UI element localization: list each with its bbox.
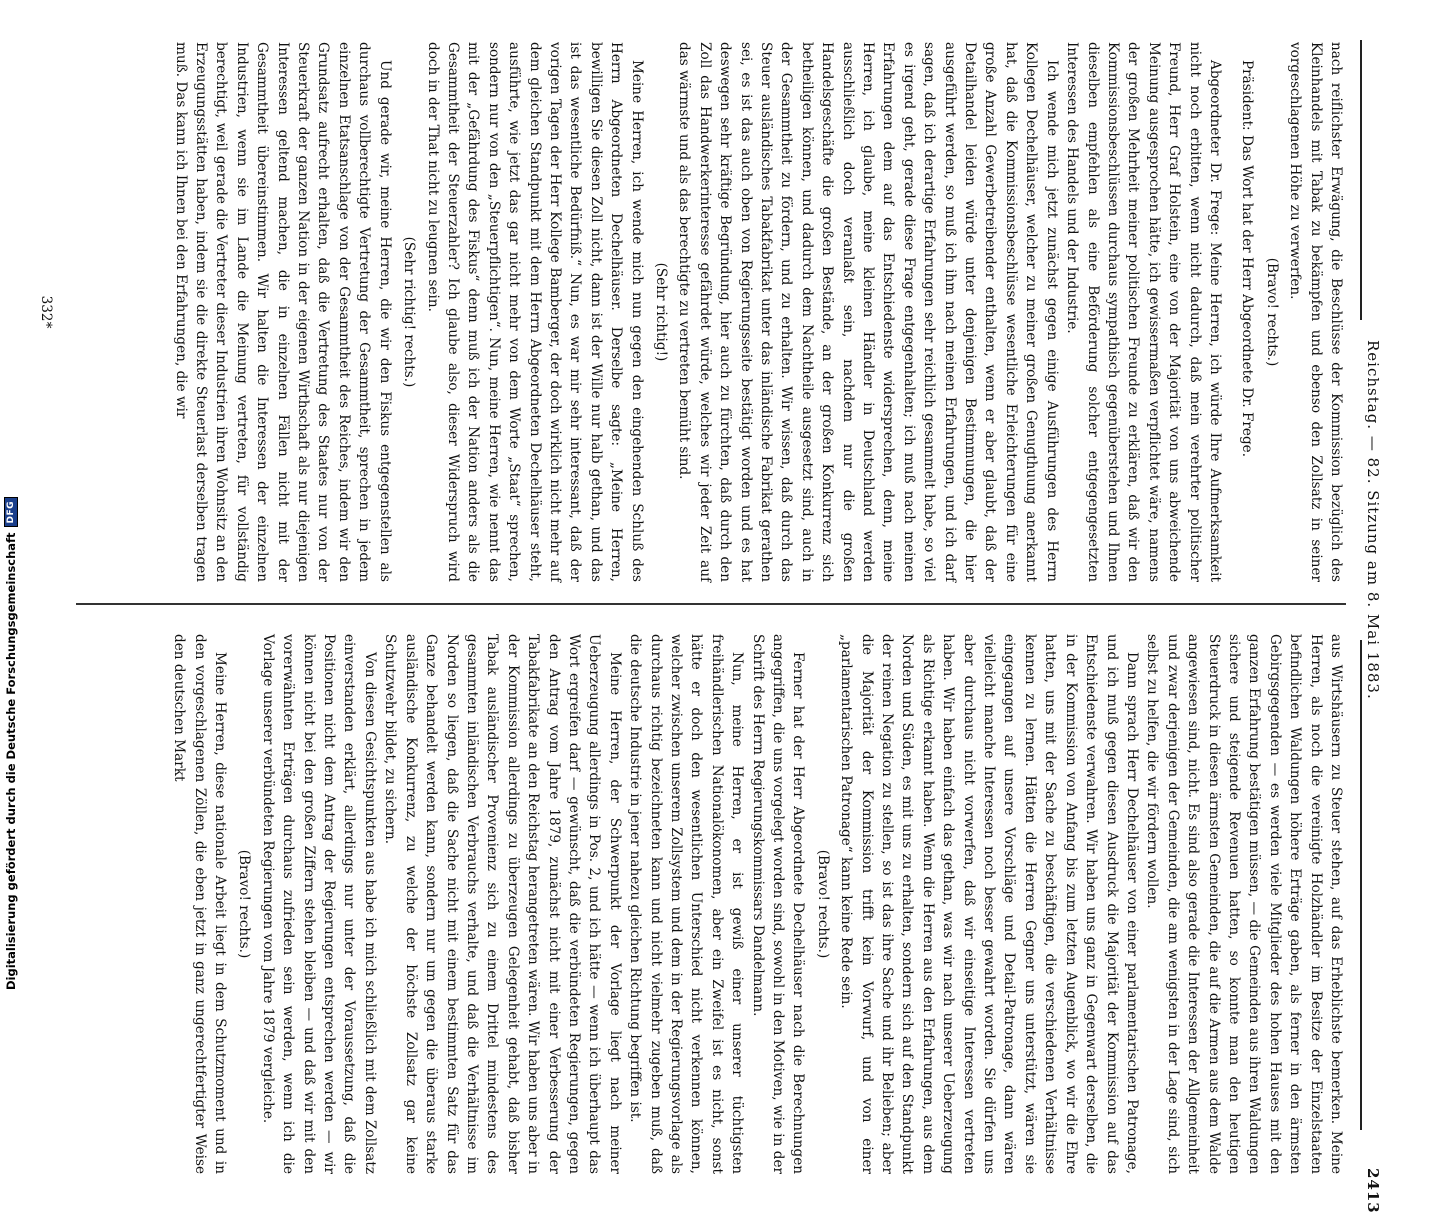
paragraph: Ich wende mich jetzt zunächst gegen einige Ausführungen des Herrn Kollegen Dechelhäuser, welcher zu meiner großen Genugthuung anerkannt hat, daß die Kommissionsbeschlüsse wesentliche Erleichterungen für eine große Anzahl Gewerbetreibender enthalten, wenn er aber glaubt, daß der Detailhandel leiden würde unter denjenigen Bestimmungen, die hier ausgeführt werden, so muß ich ihm nach meinen Erfahrungen, und ich darf sagen, daß ich derartige Erfahrungen sehr reichlich gesammelt habe, so viel es irgend geht, gerade diese Frage entgegenhalten; ich muß nach meinen Erfahrungen dem auf das Entschiedenste widersprechen, denn, meine Herren, ich glaube, meine kleinen Händler in Deutschland werden ausschließlich doch veranlaßt sein, nachdem nur die großen Handelsgeschäfte die großen Bestände, an der großen Konkurrenz sich betheiligen können, und dadurch dem Nachtheile ausgesetzt sind, auch in der Gesammtheit zu fördern, und zu erhalten. Wir wissen, daß durch das Steuer ausländisches Tabakfabrikat unter das inländische Fabrikat gerathen sei, es ist das auch oben von Regierungsseite bestätigt worden und es hat deswegen sehr kräftige Begründung, hier auch zu fürchten, daß durch den Zoll das Handwerkerinteresse gefährdet würde, welches wir jeder Zeit auf das wärmste und als das berechtigte zu vertreten bemüht sind. bbox=[676, 42, 1060, 582]
paragraph: Ferner hat der Herr Abgeordnete Dechelhäuser nach die Berechnungen angegriffen, die uns vorgelegt worden sind, sowohl in den Motiven, wie in der Schrift des Herrn Regierungskommissars Dandelmann. bbox=[749, 634, 807, 1174]
signature-mark: 332* bbox=[38, 295, 54, 329]
paragraph: Abgeordneter Dr. Frege: Meine Herren, ich würde Ihre Aufmerksamkeit nicht noch erbitten, wenn nicht dadurch, daß mein verehrter politischer Freund, Herr Graf Holstein, eine von der Majorität von uns abweichende Meinung ausgesprochen hätte, ich gewissermaßen verpflichtet wäre, namens der großen Mehrheit meiner politischen Freunde zu erklären, daß wir den Kommissionsbeschlüssen durchaus sympathisch gegenüberstehen und Ihnen dieselben empfehlen als eine Beförderung solcher entgegengesetzten Interessen des Handels und der Industrie. bbox=[1064, 42, 1223, 582]
paragraph: Meine Herren, diese nationale Arbeit liegt in dem Schutzmoment und in den vorgeschlagenen Zöllen, die eben jetzt in ganz ungerechtfertigter Weise den deutschen Markt bbox=[171, 634, 229, 1174]
running-head: Reichstag. — 82. Sitzung am 8. Mai 1883. bbox=[1364, 340, 1382, 700]
paragraph: aus Wirtshäusern zu Steuer stehen, auf das Erheblichste bemerken. Meine Herren, als noch die vereinigte Holzhändler im Besitze der Einzelstaaten befindlichen Waldungen höhere Erträge gaben, als ferner in den ärmsten Gebirgsgegenden — es werden viele Mitglieder des hohen Hauses mit den ganzen Erfahrung bestätigen müssen, — die Gemeinden aus ihren Waldungen sichere und steigende Revenuen hatten, so konnte man den heutigen Steuerdruck in diesen ärmsten Gemeinden, die auf die Armen aus dem Walde angewiesen sind, nicht. Es sind also gerade die Interessen der Allgemeinheit und zwar derjenigen der Gemeinden, die am wenigsten in der Lage sind, sich selbst zu helfen, die wir fördern wollen. bbox=[1144, 634, 1344, 1174]
credit-text: Digitalisierung gefördert durch die Deutsche Forschungsgemeinschaft bbox=[4, 532, 18, 990]
interjection: (Sehr richtig!) bbox=[653, 262, 669, 362]
paragraph: nach reiflichster Erwägung, die Beschlüsse der Kommission bezüglich des Kleinhandels mit Tabak zu bekämpfen und ebenso den Zollsatz in seiner vorgeschlagenen Höhe zu verwerfen. bbox=[1287, 42, 1344, 582]
paragraph: Dann sprach Herr Dechelhäuser von einer parlamentarischen Patronage, und ich muß gegen diesen Ausdruck die Majorität der Kommission auf das Entschiedenste verwahren. Wir haben uns ganz in Gegenwart derselben, die in der Kommission von Anfang bis zum letzten Augenblick, wo wir die Ehre hatten, uns mit der Sache zu beschäftigen, die verschiedenen Verhältnisse kennen zu lernen. Hätten die Herren Gegner uns unterstützt, wären sie eingegangen auf unsere Vorschläge und Detail-Patronage, dann wären vielleicht manche Interessen noch besser gewahrt worden. Sie dürfen uns aber durchaus nicht vorwerfen, daß wir einseitige Interessen vertreten haben. Wir haben einfach das gethan, was wir nach unserer Ueberzeugung als Richtige erkannt haben. Wenn die Herren aus den Erfahrungen, aus dem Norden und Süden, es mit uns zu erhalten, sondern sich auf den Standpunkt der reinen Negation zu stellen, so ist das ihre Sache und ihr Belieben; aber die Majorität der Kommission trifft kein Vorwurf, und von einer „parlamentarischen Patronage“ kann keine Rede sein. bbox=[838, 634, 1140, 1174]
column-divider bbox=[76, 603, 1346, 605]
paragraph: Und gerade wir, meine Herren, die wir den Fiskus entgegenstellen als durchaus vollberechtigte Vertretung der Gesammtheit, sprechen in jedem einzelnen Etatsanschlage von der Gesammtheit des Reiches, indem wir den Grundsatz aufrecht erhalten, daß die Vertretung des Staates nur von der Steuerkraft der ganzen Nation in der eigenen Wirthschaft als nur diejenigen Interessen geltend machen, die in einzelnen Fällen nicht mit der Gesammtheit übereinstimmen. Wir halten die Interessen der einzelnen Industrien, wenn sie im Lande die Meinung vertreten, für vollständig berechtigt, weil gerade die Vertreter dieser Industrien ihren Wohnsitz an den Erzeugungsstätten haben, indem sie die direkte Steuerlast derselben tragen muß. Das kann ich Ihnen bei den Erfahrungen, die wir bbox=[172, 42, 393, 582]
paragraph: Meine Herren, ich wende mich nun gegen den eingehenden Schluß des Herrn Abgeordneten Dechelhäuser. Derselbe sagte: „Meine Herren, bewilligen Sie diesen Zoll nicht, dann ist der Wille nur halb gethan, und das ist das wesentliche Bedürfniß.“ Nun, es war mir sehr interessant, daß der vorigen Tagen der Herr Kollege Bamberger, der doch wirklich nicht mehr auf dem gleichen Standpunkt mit dem Herrn Abgeordneten Dechelhäuser steht, ausführte, wie jetzt das gar nicht mehr von dem Worte „Staat“ sprechen, sondern nur von den „Steuerpflichtigen“. Nun, meine Herren, wie nennt das mit der „Gefährdung des Fiskus“ denn muß ich der Nation anders als die Gesammtheit der Steuerzahler? Ich glaube also, dieser Widerspruch wird doch in der That nicht zu leugnen sein. bbox=[424, 42, 645, 582]
interjection: (Sehr richtig! rechts.) bbox=[401, 236, 418, 388]
digitization-credit bbox=[4, 0, 24, 1000]
paragraph: Präsident: Das Wort hat der Herr Abgeordnete Dr. Frege. bbox=[1239, 60, 1256, 458]
interjection: (Bravo! rechts.) bbox=[236, 849, 253, 959]
right-column bbox=[46, 634, 1346, 1174]
dfg-logo: DFG bbox=[4, 497, 18, 528]
paragraph: Meine Herren, der Schwerpunkt der Vorlage liegt nach meiner Ueberzeugung allerdings in Pos. 2, und ich hätte — wenn ich überhaupt das Wort ergreifen darf — gewünscht, daß die verbündeten Regierungen, gegen den Antrag vom Jahre 1879, zunächst nicht mit einer Verbesserung der Tabakfabrikate an den Reichstag herangetreten wären. Wir haben uns aber in der Kommission allerdings zu überzeugen Gelegenheit gehabt, daß bisher Tabak ausländischer Provenienz sich zu einem Drittel mindestens des gesammten inländischen Verbrauchs verhalte, und daß die Verhältnisse im Norden so liegen, daß die Sache nicht mit einem bestimmten Satz für das Ganze behandelt werden kann, sondern nur um gegen die überaus starke ausländische Konkurrenz, zu welche der höchste Zollsatz gar keine Schutzwehr bildet, zu sichern. bbox=[382, 634, 623, 1174]
header-rule-right bbox=[1360, 640, 1362, 1130]
page-number: 2413 bbox=[1364, 1168, 1382, 1214]
interjection: (Bravo! rechts.) bbox=[1263, 257, 1280, 367]
paragraph: Nun, meine Herren, er ist gewiß einer unserer tüchtigsten freihändlerischen Nationalökonomen, aber ein Zweifel ist es nicht, sonst hätte er doch den wesentlichen Unterschied nicht verkennen können, welcher zwischen unserem Zollsystem und dem in der Regierungsvorlage als durchaus richtig bezeichneten kann und nicht vielmehr zugeben muß, daß die deutsche Industrie in jener nahezu gleichen Richtung begriffen ist. bbox=[627, 634, 746, 1174]
header-rule-left bbox=[1360, 40, 1362, 320]
left-column bbox=[38, 42, 1346, 582]
paragraph: Von diesen Gesichtspunkten aus habe ich mich schließlich mit dem Zollsatz einverstanden erklärt, allerdings nur unter der Voraussetzung, daß die Positionen nicht dem Antrag der Regierungen entsprechen werden — wir können nicht bei den großen Ziffern stehen bleiben — und daß wir mit den vorerwähnten Erträgen durchaus zufrieden sein werden, wenn ich die Vorlage unserer verbündeten Regierungen vom Jahre 1879 vergleiche. bbox=[259, 634, 378, 1174]
interjection: (Bravo! rechts.) bbox=[814, 849, 831, 959]
